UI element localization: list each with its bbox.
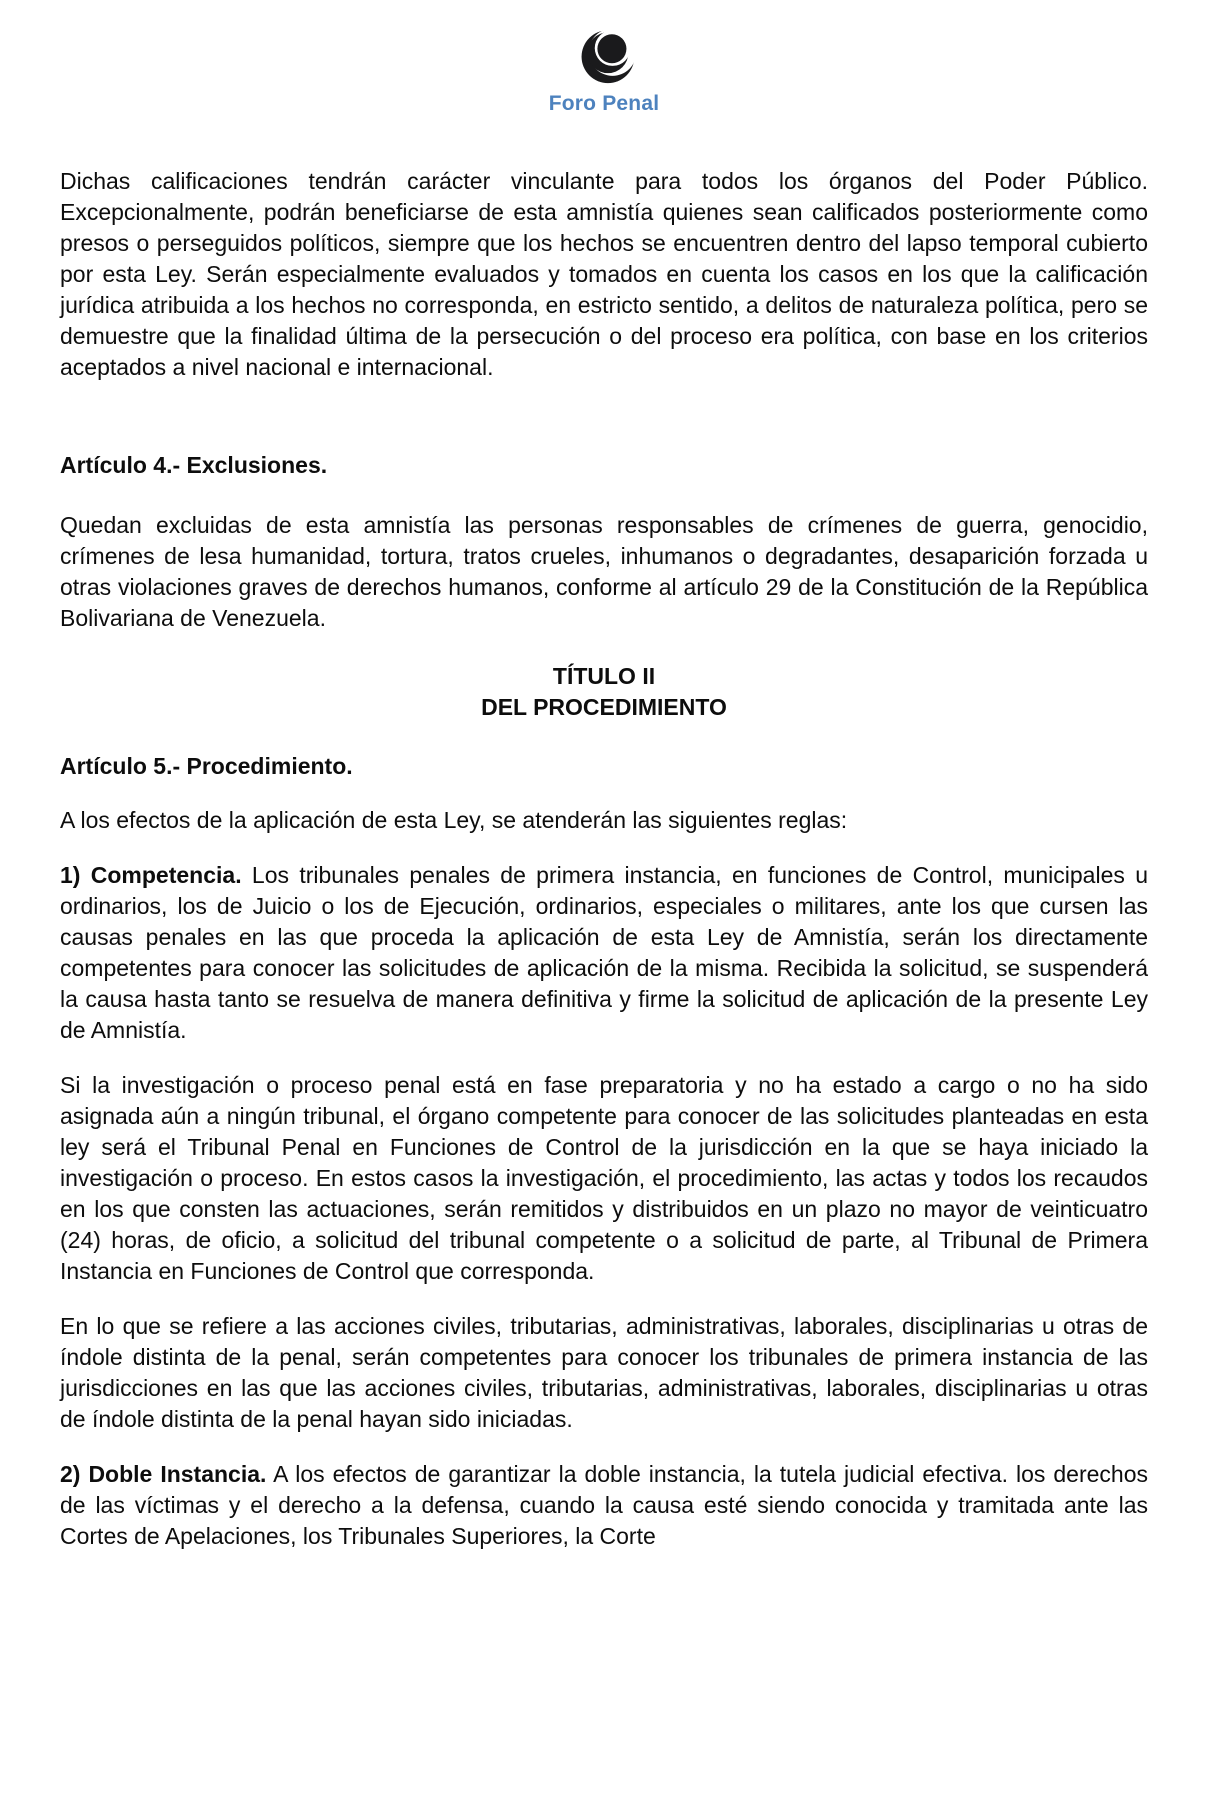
title-line-1: TÍTULO II [552,663,656,689]
paragraph-doble-instancia [60,1459,1148,1552]
title-line-2: DEL PROCEDIMIENTO [481,694,727,720]
paragraph-competencia [60,860,1148,1046]
paragraph-competencia-body: Los tribunales penales de primera instancia, en funciones de Control, municipales u ordinarios, los de Juicio o los de Ejecución, ordinarios, especiales o militares, ante los que cursen las causas penales en las que proceda la aplicación de esta Ley de Amnistía, serán los directamente competentes para conocer las solicitudes de aplicación de la misma. Recibida la solicitud, se suspenderá la causa hasta tanto se resuelva de manera definitiva y firme la solicitud de aplicación de la presente Ley de Amnistía. [60,862,1148,1043]
paragraph-vinculante: Dichas calificaciones tendrán carácter vinculante para todos los órganos del Poder Público. Excepcionalmente, podrán beneficiarse de esta amnistía quienes sean calificados posteriormente como presos o perseguidos políticos, siempre que los hechos se encuentren dentro del lapso temporal cubierto por esta Ley. Serán especialmente evaluados y tomados en cuenta los casos en los que la calificación jurídica atribuida a los hechos no corresponda, en estricto sentido, a delitos de naturaleza política, pero se demuestre que la finalidad última de la persecución o del proceso era política, con base en los criterios aceptados a nivel nacional e internacional. [60,168,1148,380]
brand-name: Foro Penal [548,92,660,115]
paragraph-exclusiones: Quedan excluidas de esta amnistía las personas responsables de crímenes de guerra, genocidio, crímenes de lesa humanidad, tortura, tratos crueles, inhumanos o degradantes, desaparición forzada u otras violaciones graves de derechos humanos, conforme al artículo 29 de la Constitución de la República Bolivariana de Venezuela. [60,512,1148,631]
paragraph-doble-instancia-lead: 2) Doble Instancia. [60,1461,267,1487]
paragraph-doble-instancia-body: A los efectos de garantizar la doble instancia, la tutela judicial efectiva. los derechos de las víctimas y el derecho a la defensa, cuando la causa esté siendo conocida y tramitada ante las Cortes de Apelaciones, los Tribunales Superiores, la Corte [60,1461,1148,1549]
foro-penal-swirl-icon [571,25,637,91]
paragraph-acciones-civiles: En lo que se refiere a las acciones civiles, tributarias, administrativas, laborales, disciplinarias u otras de índole distinta de la penal, serán competentes para conocer los tribunales de primera instancia de las jurisdicciones en las que las acciones civiles, tributarias, administrativas, laborales, disciplinarias u otras de índole distinta de la penal hayan sido iniciadas. [60,1313,1148,1432]
heading-articulo-4: Artículo 4.- Exclusiones. [60,452,328,478]
foro-penal-logo [0,0,1208,116]
document-body [60,166,1148,1552]
paragraph-reglas-intro: A los efectos de la aplicación de esta Ley, se atenderán las siguientes reglas: [60,807,848,833]
heading-articulo-5: Artículo 5.- Procedimiento. [60,753,353,779]
paragraph-competencia-lead: 1) Competencia. [60,862,242,888]
paragraph-investigacion: Si la investigación o proceso penal está en fase preparatoria y no ha estado a cargo o no ha sido asignada aún a ningún tribunal, el órgano competente para conocer de las solicitudes planteadas en esta ley será el Tribunal Penal en Funciones de Control de la jurisdicción en la que se haya iniciado la investigación o proceso. En estos casos la investigación, el procedimiento, las actas y todos los recaudos en los que consten las actuaciones, serán remitidos y distribuidos en un plazo no mayor de veinticuatro (24) horas, de oficio, a solicitud del tribunal competente o a solicitud de parte, al Tribunal de Primera Instancia en Funciones de Control que corresponda. [60,1072,1148,1284]
title-titulo-2 [60,661,1148,723]
